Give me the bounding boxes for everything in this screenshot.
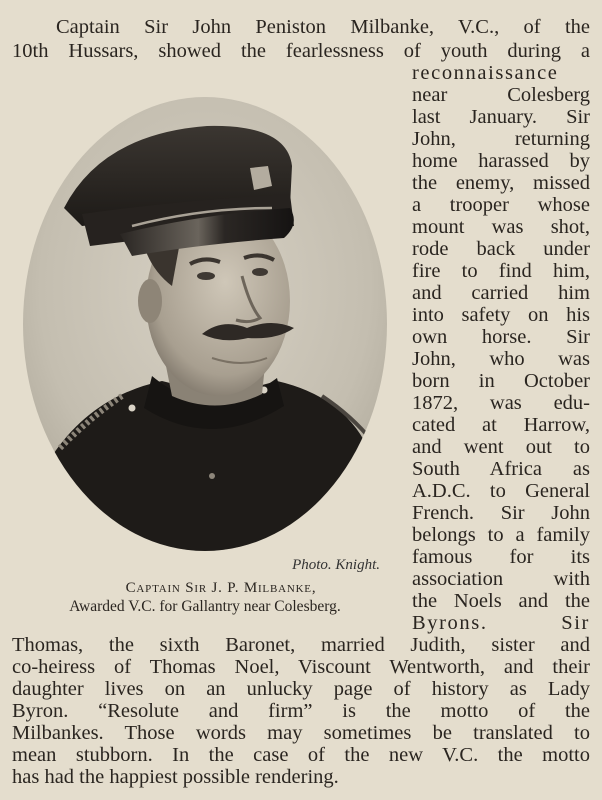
bottom-line: Thomas, the sixth Baronet, married Judith, sister and [12, 634, 590, 656]
side-line: the Noels and the [412, 590, 590, 612]
side-line: into safety on his [412, 304, 590, 326]
side-line: own horse. Sir [412, 326, 590, 348]
portrait-photo [22, 96, 388, 552]
bottom-line: daughter lives on an unlucky page of history as Lady [12, 678, 590, 700]
bottom-line: mean stubborn. In the case of the new V.C. the motto [12, 744, 590, 766]
bottom-line: Milbankes. Those words may sometimes be translated to [12, 722, 590, 744]
photo-caption-subtitle: Awarded V.C. for Gallantry near Colesberg. [69, 598, 341, 615]
bottom-line-last: has had the happiest possible rendering. [12, 766, 339, 788]
bottom-line: co-heiress of Thomas Noel, Viscount Wentworth, and their [12, 656, 590, 678]
article-line-2: 10th Hussars, showed the fearlessness of youth during a [12, 40, 590, 62]
side-line: A.D.C. to General [412, 480, 590, 502]
bottom-line: Byron. “Resolute and firm” is the motto of the [12, 700, 590, 722]
side-line: a trooper whose [412, 194, 590, 216]
side-line: belongs to a family [412, 524, 590, 546]
side-line: South Africa as [412, 458, 590, 480]
article-line-1: Captain Sir John Peniston Milbanke, V.C., of the [56, 16, 590, 38]
side-line: reconnaissance [412, 62, 559, 84]
side-line: last January. Sir [412, 106, 590, 128]
side-line: association with [412, 568, 590, 590]
side-line: near Colesberg [412, 84, 590, 106]
side-line: John, who was [412, 348, 590, 370]
side-line: home harassed by [412, 150, 590, 172]
side-line: and carried him [412, 282, 590, 304]
side-line: fire to find him, [412, 260, 590, 282]
side-line: John, returning [412, 128, 590, 150]
photo-credit: Photo. Knight. [292, 557, 380, 573]
side-line: the enemy, missed [412, 172, 590, 194]
side-line: Byrons. Sir [412, 612, 590, 634]
side-line: rode back under [412, 238, 590, 260]
side-line: and went out to [412, 436, 590, 458]
side-line: born in October [412, 370, 590, 392]
side-line: 1872, was edu- [412, 392, 590, 414]
side-line: French. Sir John [412, 502, 590, 524]
photo-caption-name: Captain Sir J. P. Milbanke, [125, 580, 317, 596]
side-line: famous for its [412, 546, 590, 568]
side-line: mount was shot, [412, 216, 590, 238]
side-line: cated at Harrow, [412, 414, 590, 436]
